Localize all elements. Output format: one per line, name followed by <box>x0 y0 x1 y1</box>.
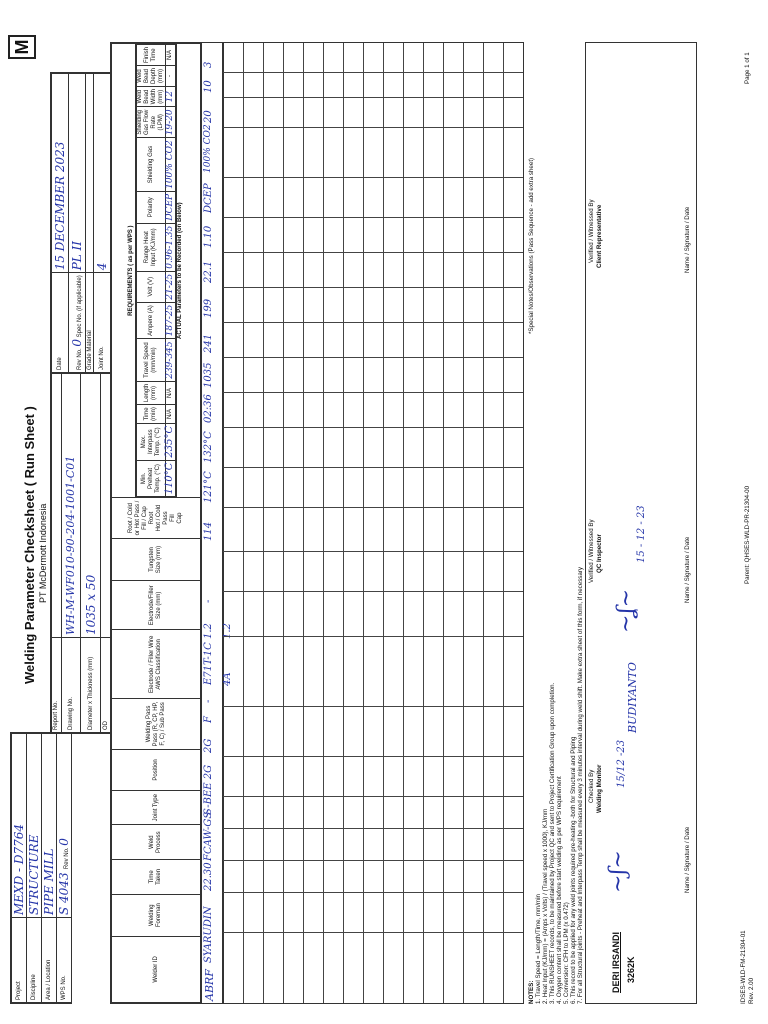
grid-col-line <box>223 357 523 358</box>
project-label: Project <box>12 918 27 1003</box>
col-process: Weld Process <box>112 825 201 860</box>
grid-col-line <box>223 591 523 592</box>
requirements-title: REQUIREMENTS ( as per WPS ) <box>128 44 136 497</box>
note-line: 4. Oxygen content shall be measured before start welding as per WPS requirement <box>556 776 563 1004</box>
grid-col-line <box>223 177 523 178</box>
parent-doc: Parent: QHSES-WLD-PR-21304-00 <box>744 485 751 584</box>
actual-ampere: 199 <box>203 298 214 318</box>
monitor-signature: ~ʃ~ <box>606 850 631 893</box>
actual-electrode-class: E71T-1C 1.2 <box>203 623 214 685</box>
actual-row <box>200 42 224 1004</box>
grid-col-line <box>223 507 523 508</box>
grid-col-line <box>223 287 523 288</box>
area-label: Area / Location <box>42 918 57 1003</box>
grid-col-line <box>223 551 523 552</box>
actual-electrode-extra: 4A <box>222 672 233 686</box>
actual-foreman: SYARUDIN <box>203 906 214 963</box>
req-travel-speed: 239-345 <box>164 341 175 379</box>
grid-row-line <box>363 43 364 1003</box>
discipline-label: Discipline <box>27 918 42 1003</box>
actual-volt: 22.1 <box>203 260 214 283</box>
actual-shielding-gas: 100% CO2 <box>203 124 213 173</box>
special-notes: *Special Notes/Observations (Pass Sequence - add extra sheet) <box>528 157 535 334</box>
monitor-id: 3262K <box>626 956 636 983</box>
qc-inspector-label: QC Inspector <box>596 534 603 573</box>
col-welder-id: Welder ID <box>112 936 201 1002</box>
req-max-interpass: 235°C <box>164 425 175 458</box>
col-gas-flow: Shielding Gas Flow Rate (LPM) <box>137 107 166 138</box>
grid-col-line <box>223 322 523 323</box>
col-welding-pass-label: Welding Pass <box>145 705 152 743</box>
page-number: Page 1 of 1 <box>744 52 751 84</box>
req-gas-flow: 19-20 <box>164 109 175 136</box>
actual-title: ACTUAL Parameters to be Recorded (on Below) <box>176 44 184 497</box>
client-rep-label: Client Representative <box>596 204 603 268</box>
col-volt: Volt (V) <box>137 271 166 302</box>
req-polarity: DCEP <box>164 193 175 221</box>
grid-col-line <box>223 796 523 797</box>
actual-welder-id: ABRF <box>203 969 216 1001</box>
header-middle-block <box>38 372 112 734</box>
notes-block <box>528 344 584 1004</box>
area-value: PIPE MILL <box>42 848 56 915</box>
rev-no2-label: Rev No. <box>77 348 84 370</box>
col-polarity: Polarity <box>137 191 166 223</box>
note-line: 5. Conversion: CFH to LPM (x 0.472) <box>563 902 570 1004</box>
doc-rev: Rev. 2.00 <box>748 977 755 1004</box>
od-label: OD <box>101 638 111 733</box>
grid-col-line <box>223 756 523 757</box>
client-name-sig-date: Name / Signature / Date <box>684 206 691 273</box>
qc-name-sig-date: Name / Signature / Date <box>684 536 691 603</box>
grade-label: Grade Material <box>86 273 94 373</box>
spec-label: Spec No. (if applicable) <box>77 275 84 338</box>
col-electrode-class: Electrode / Filler Wire AWS Classification <box>112 630 201 699</box>
grid-col-line <box>223 932 523 933</box>
col-bead-depth: Weld Bead Depth (mm) <box>137 66 166 87</box>
req-bead-width: 12 <box>164 90 175 103</box>
welding-monitor-label: Welding Monitor <box>596 764 603 813</box>
grid-row-line <box>483 43 484 1003</box>
actual-bead-width: 10 <box>203 80 214 93</box>
req-heat-input: 0.96-1.35 <box>164 225 175 269</box>
rev-label: Rev No. <box>64 847 70 870</box>
checked-by-label: Checked By <box>588 769 595 803</box>
drawing-label: Drawing No. <box>61 638 80 733</box>
grid-col-line <box>223 127 523 128</box>
client-verified-label: Verified / Witnessed By <box>588 199 595 263</box>
grid-row-line <box>443 43 444 1003</box>
actual-time: 22.30 <box>203 862 214 891</box>
col-requirements-group <box>112 44 201 498</box>
verified-by-label: Verified / Witnessed By <box>588 519 595 583</box>
grid-row-line <box>423 43 424 1003</box>
report-label: Report No. <box>52 638 62 733</box>
column-header-band <box>110 42 202 1004</box>
req-ampere: 187-25 <box>164 304 175 337</box>
actual-interpass2: 132°C <box>203 431 214 463</box>
actual-heat-input: 1.10 <box>203 225 214 248</box>
col-tungsten: Tungsten Size (mm) <box>112 538 201 580</box>
qc-date: 15 - 12 - 23 <box>636 505 647 563</box>
grid-col-line <box>223 72 523 73</box>
qc-signature: ~ʆ~ <box>614 589 639 633</box>
col-heat-input: Range Heat Input (KJ/mm) <box>137 223 166 271</box>
col-shielding-gas: Shielding Gas <box>137 138 166 192</box>
grid-row-line <box>343 43 344 1003</box>
req-row-2: Hot / Cold Pass <box>156 504 169 532</box>
actual-length: 1035 <box>203 362 214 388</box>
diameter-label: Diameter x Thickness (mm) <box>80 638 101 733</box>
grid-col-line <box>223 706 523 707</box>
grid-col-line <box>223 860 523 861</box>
req-shielding-gas: 100% CO2 <box>164 140 175 189</box>
actual-interpass: 121°C <box>203 471 214 503</box>
signature-block <box>585 42 697 1004</box>
col-foreman: Welding Foreman <box>112 894 201 936</box>
col-electrode-size: Electrode/Filler Size (mm) <box>112 581 201 630</box>
qc-name: BUDIYANTO <box>626 662 639 733</box>
col-min-preheat: Min. Preheat Temp. (°C) <box>137 460 166 497</box>
col-bead-width: Weld Bead Width (mm) <box>137 87 166 107</box>
col-travel-speed: Travel Speed (mm/min) <box>137 339 166 381</box>
monitor-date: 15/12 -23 <box>616 739 627 788</box>
col-position: Position <box>112 749 201 791</box>
req-row-4: Cap <box>177 512 183 524</box>
req-row-0: Root / Cold or Hot Pass / Fill / Cap <box>128 500 148 536</box>
monitor-name: DERI IRSANDI <box>611 931 621 993</box>
grid-col-line <box>223 828 523 829</box>
req-row-1: Root <box>149 511 155 525</box>
grid-row-line <box>303 43 304 1003</box>
actual-travel-speed: 241 <box>203 333 214 353</box>
grid-row-line <box>243 43 244 1003</box>
grid-col-line <box>223 217 523 218</box>
note-line: 3. This RUNSHEET records, to be maintained by Project QC and sent to Project Certification Group upon completion. <box>549 682 556 1004</box>
req-min-preheat: 110°C <box>164 462 175 495</box>
doc-code: IDSES-WLD-FM-21304-01 <box>740 930 747 1004</box>
col-welding-pass: Welding Pass Pass (R, CP, HP, F, C) / Sub Pass <box>112 699 201 749</box>
req-finish-time: N/A <box>166 45 176 66</box>
grid-row-line <box>383 43 384 1003</box>
mcdermott-logo: M <box>8 35 36 59</box>
req-row-3: Fill <box>170 514 176 522</box>
actual-joint-type: S-BEE 2G <box>203 764 214 815</box>
discipline-value: STRUCTURE <box>27 834 41 915</box>
grid-col-line <box>223 467 523 468</box>
header-left-block <box>10 732 72 1004</box>
grid-col-line <box>223 252 523 253</box>
col-time-min: Time (min) <box>137 405 166 424</box>
actual-polarity: DCEP <box>203 183 214 213</box>
monitor-name-sig-date: Name / Signature / Date <box>684 826 691 893</box>
grid-row-line <box>403 43 404 1003</box>
empty-record-grid <box>222 42 524 1004</box>
wps-value: S 4043 <box>57 872 71 915</box>
note-line: 6. This record to be applied for any weld joints required pre-heating -both for Structural and Piping <box>570 736 577 1004</box>
header-right-block <box>50 72 112 374</box>
note-line: 1. Travel Speed = Length/Time, mm/min <box>535 894 542 1004</box>
actual-position: 2G <box>203 738 214 753</box>
col-pass-type: Pass (R, CP, HP, F, C) <box>152 701 166 747</box>
col-ampere: Ampere (A) <box>137 302 166 339</box>
actual-tungsten: - <box>203 599 214 603</box>
grid-row-line <box>503 43 504 1003</box>
joint-value: 4 <box>94 262 109 271</box>
req-time: N/A <box>166 405 176 424</box>
col-max-interpass: Max. Interpass Temp. (°C) <box>137 423 166 460</box>
actual-process: FCAW-GS <box>203 811 214 861</box>
date-label: Date <box>52 273 69 373</box>
drawing-value: WH-M-WF010-90-204-1001-C01 <box>64 455 78 635</box>
actual-sub-pass: - <box>203 699 214 703</box>
actual-gas-flow: 20 <box>203 110 214 123</box>
rev-value: 0 <box>57 838 71 846</box>
document-title: Welding Parameter Checksheet ( Run Sheet ) <box>22 406 37 684</box>
req-length: N/A <box>166 381 176 404</box>
grid-col-line <box>223 427 523 428</box>
note-line: 7. For all Structural joints - Preheat and Interpass Temp shall be measured every 3 minutes interval during weld shift. Make extra sheet of this form, if necessary <box>577 567 584 1004</box>
grid-row-line <box>323 43 324 1003</box>
grid-col-line <box>223 97 523 98</box>
col-length: Length (mm) <box>137 381 166 404</box>
grid-col-line <box>223 636 523 637</box>
rev-no2-value: 0 <box>70 339 85 347</box>
notes-title: NOTES: <box>528 980 535 1004</box>
wps-label: WPS No. <box>57 918 72 1003</box>
req-bead-depth: - <box>166 66 176 87</box>
col-joint-type: Joint Type <box>112 791 201 825</box>
col-sub-pass: Sub Pass <box>159 702 166 728</box>
grid-row-line <box>283 43 284 1003</box>
actual-preheat: 114 <box>203 521 214 541</box>
joint-label: Joint No. <box>93 273 110 373</box>
note-line: 2. Heat Input (KJ/mm) = (Amps x Volts) / (Travel speed x 1000), KJ/mm <box>542 808 549 1004</box>
col-finish-time: Finish Time <box>137 45 166 66</box>
actual-pass: F <box>203 716 214 723</box>
company-name: PT McDermott Indonesia <box>38 503 48 603</box>
diameter-value: 1035 x 50 <box>83 574 98 635</box>
date-value: 15 DECEMBER 2023 <box>53 141 67 271</box>
actual-electrode-size: 1.2 <box>222 623 233 639</box>
grid-row-line <box>263 43 264 1003</box>
spec-value: PL II <box>70 240 85 271</box>
grid-col-line <box>223 392 523 393</box>
col-time: Time Taken <box>112 860 201 894</box>
grid-col-line <box>223 892 523 893</box>
actual-bead-depth: 3 <box>203 61 214 68</box>
actual-time-val: 02:36 <box>203 394 214 423</box>
req-volt: 21-25 <box>164 273 175 300</box>
col-pass-rows <box>112 498 201 539</box>
project-value: MEXD - D7764 <box>12 823 26 915</box>
grid-row-line <box>463 43 464 1003</box>
